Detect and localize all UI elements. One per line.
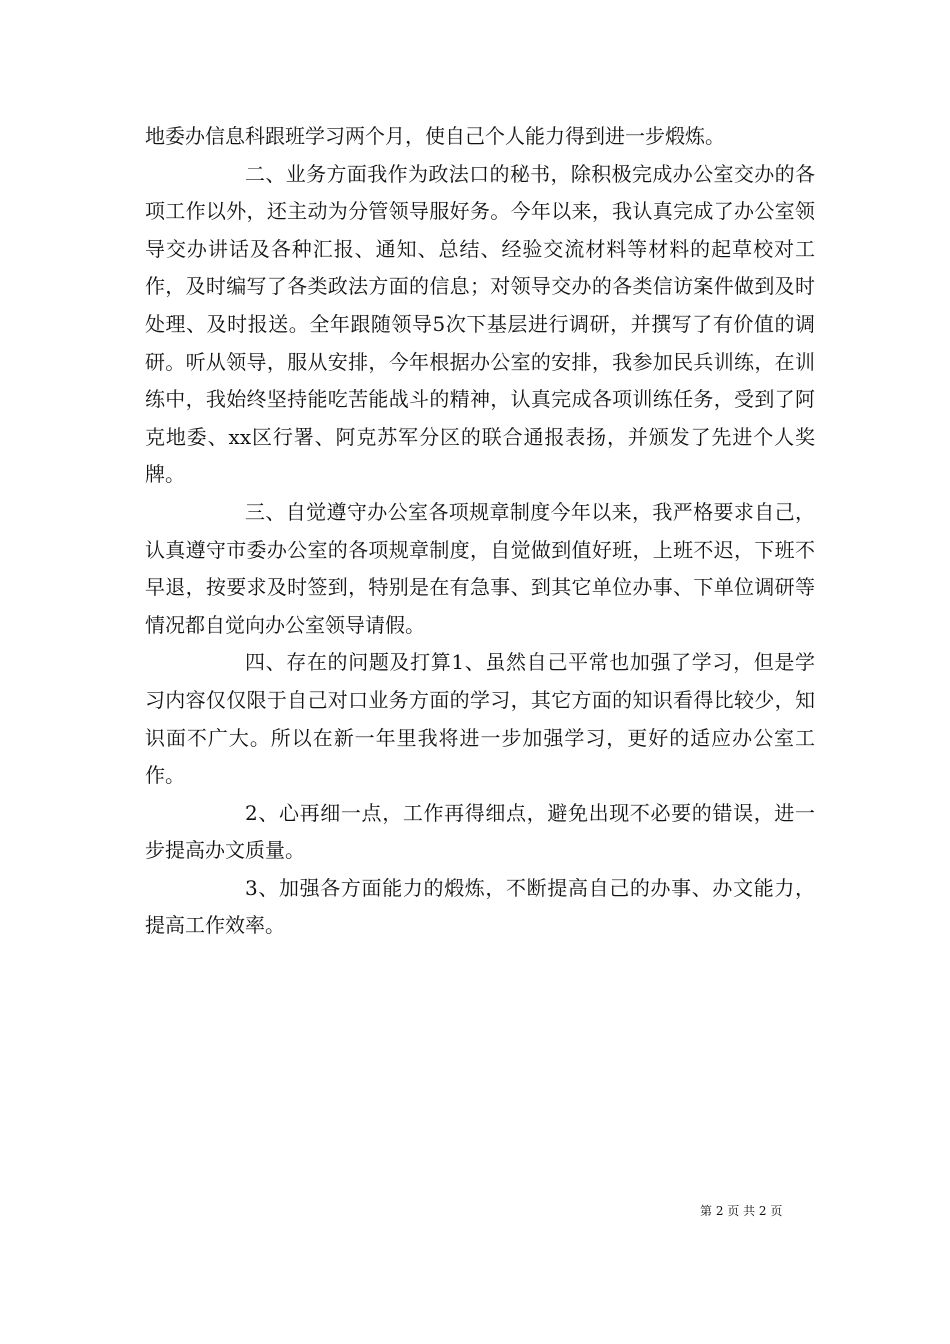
- document-body: [145, 118, 815, 945]
- paragraph-1: 地委办信息科跟班学习两个月，使自己个人能力得到进一步煅炼。: [145, 124, 725, 148]
- paragraph-4: 四、存在的问题及打算1、虽然自己平常也加强了学习，但是学习内容仅仅限于自己对口业务方面的学习，其它方面的知识看得比较少，知识面不广大。所以在新一年里我将进一步加强学习，更好的适应办公室工作。: [145, 650, 815, 788]
- paragraph-5: 2、心再细一点，工作再得细点，避免出现不必要的错误，进一步提高办文质量。: [145, 800, 815, 863]
- paragraph-6: 3、加强各方面能力的煅炼，不断提高自己的办事、办文能力，提高工作效率。: [145, 875, 815, 938]
- paragraph-3: 三、自觉遵守办公室各项规章制度今年以来，我严格要求自己，认真遵守市委办公室的各项规章制度，自觉做到值好班，上班不迟，下班不早退，按要求及时签到，特别是在有急事、到其它单位办事、下单位调研等情况都自觉向办公室领导请假。: [145, 499, 815, 637]
- paragraph-2: 二、业务方面我作为政法口的秘书，除积极完成办公室交办的各项工作以外，还主动为分管领导服好务。今年以来，我认真完成了办公室领导交办讲话及各种汇报、通知、总结、经验交流材料等材料的起草校对工作，及时编写了各类政法方面的信息；对领导交办的各类信访案件做到及时处理、及时报送。全年跟随领导5次下基层进行调研，并撰写了有价值的调研。听从领导，服从安排，今年根据办公室的安排，我参加民兵训练，在训练中，我始终坚持能吃苦能战斗的精神，认真完成各项训练任务，受到了阿克地委、xx区行署、阿克苏军分区的联合通报表扬，并颁发了先进个人奖牌。: [145, 161, 815, 487]
- page-number-footer: 第 2 页 共 2 页: [700, 1204, 783, 1218]
